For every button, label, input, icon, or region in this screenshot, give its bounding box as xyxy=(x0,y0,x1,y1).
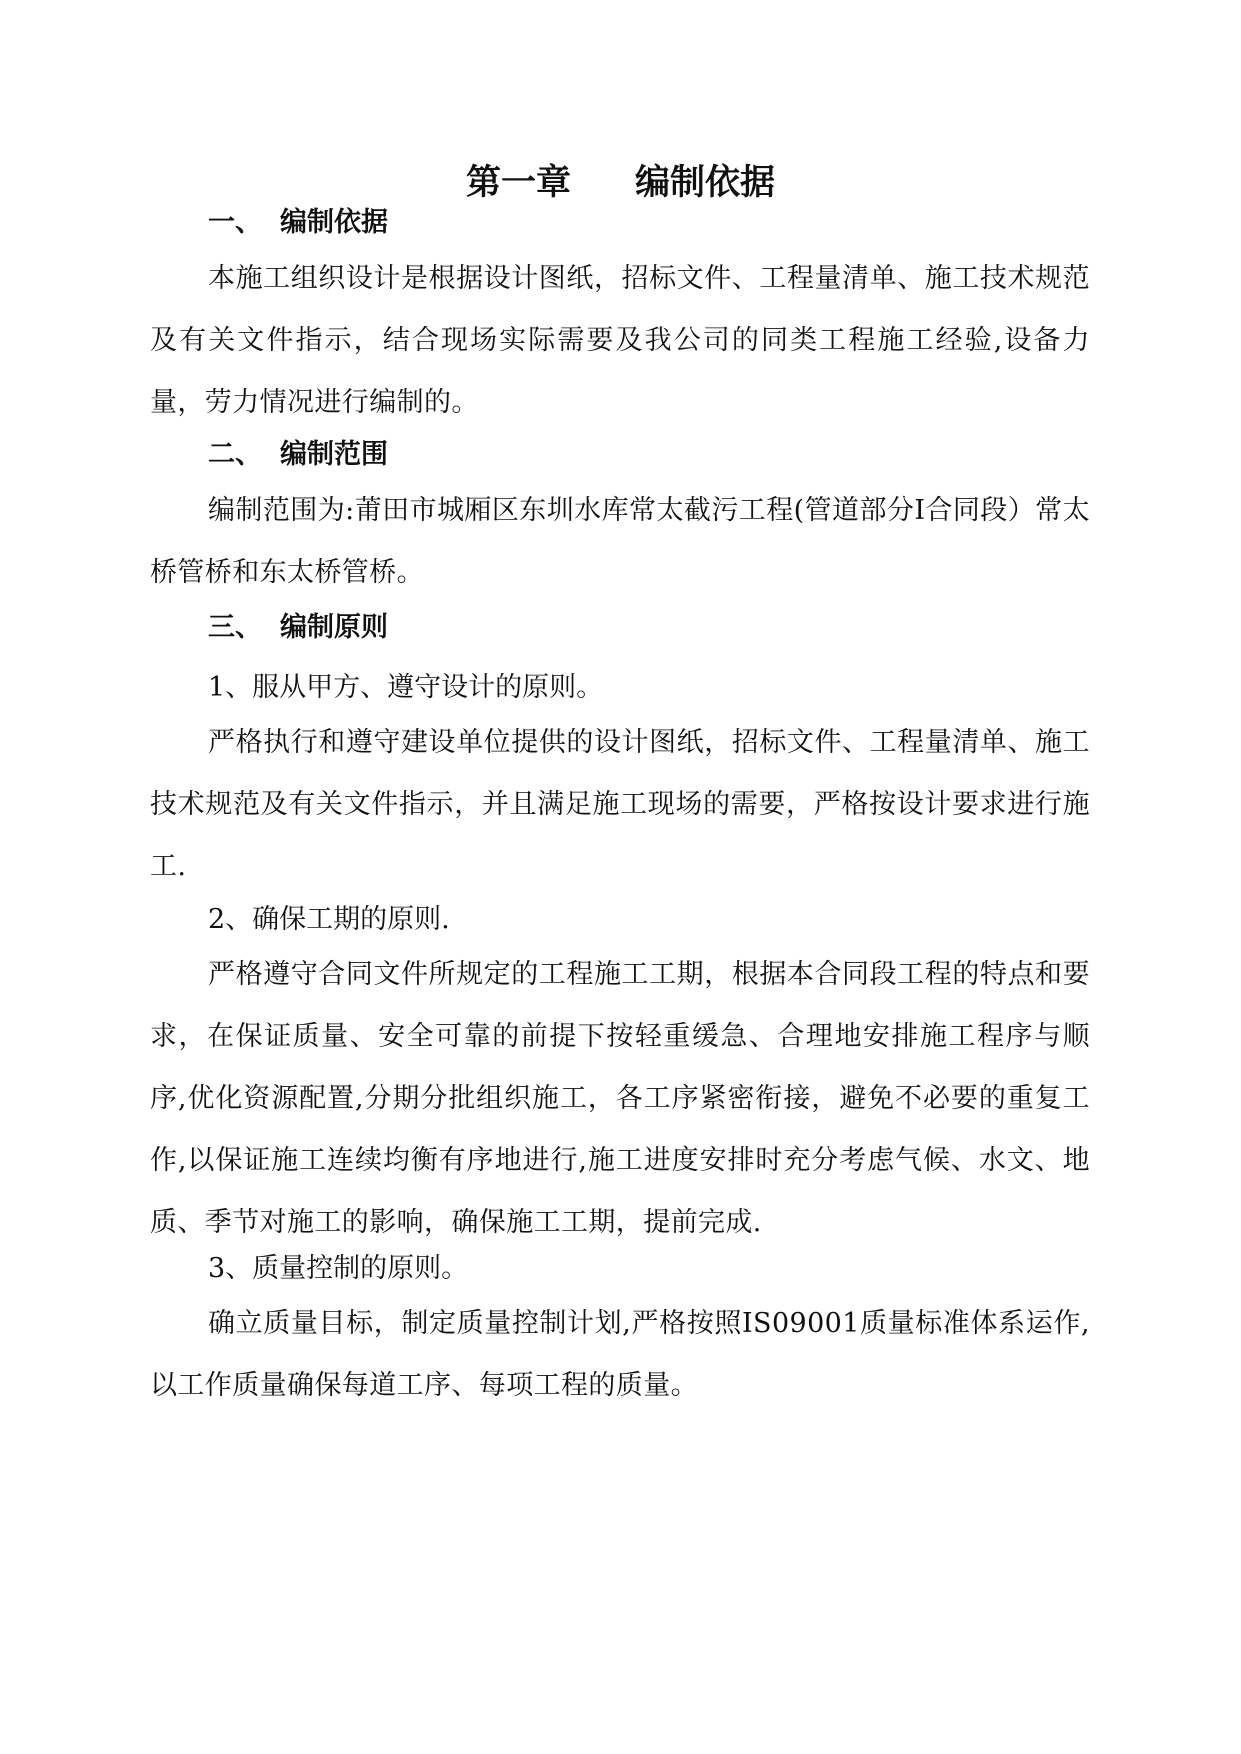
chapter-title xyxy=(0,158,1241,208)
section-title: 编制依据 xyxy=(280,207,388,238)
section-number: 二、 xyxy=(208,439,262,470)
principle-1-heading: 1、服从甲方、遵守设计的原则。 xyxy=(208,672,604,703)
chapter-name: 编制依据 xyxy=(635,163,776,203)
section-heading-2 xyxy=(208,435,388,475)
paragraph-basis: 本施工组织设计是根据设计图纸，招标文件、工程量清单、施工技术规范及有关文件指示，结合现场实际需要及我公司的同类工程施工经验,设备力量，劳力情况进行编制的。 xyxy=(150,263,1090,418)
paragraph-principle-3: 确立质量目标，制定质量控制计划,严格按照IS09001质量标准体系运作,以工作质量确保每道工序、每项工程的质量。 xyxy=(150,1308,1090,1401)
section-number: 一、 xyxy=(208,207,262,238)
paragraph-scope: 编制范围为:莆田市城厢区东圳水库常太截污工程(管道部分Ⅰ合同段）常太桥管桥和东太桥管桥。 xyxy=(150,495,1090,588)
principle-3-heading: 3、质量控制的原则。 xyxy=(208,1253,469,1284)
section-heading-1 xyxy=(208,203,388,243)
principle-2-heading: 2、确保工期的原则. xyxy=(208,904,450,935)
paragraph-principle-1: 严格执行和遵守建设单位提供的设计图纸，招标文件、工程量清单、施工技术规范及有关文件指示，并且满足施工现场的需要，严格按设计要求进行施工. xyxy=(150,727,1090,882)
chapter-number: 第一章 xyxy=(465,163,571,203)
section-title: 编制范围 xyxy=(280,439,388,470)
paragraph-principle-2: 严格遵守合同文件所规定的工程施工工期，根据本合同段工程的特点和要求，在保证质量、安全可靠的前提下按轻重缓急、合理地安排施工程序与顺序,优化资源配置,分期分批组织施工，各工序紧密衔接，避免不必要的重复工作,以保证施工连续均衡有序地进行,施工进度安排时充分考虑气候、水文、地质、季节对施工的影响，确保施工工期，提前完成. xyxy=(150,959,1090,1238)
section-number: 三、 xyxy=(208,612,262,643)
section-title: 编制原则 xyxy=(280,612,388,643)
section-heading-3 xyxy=(208,608,388,648)
